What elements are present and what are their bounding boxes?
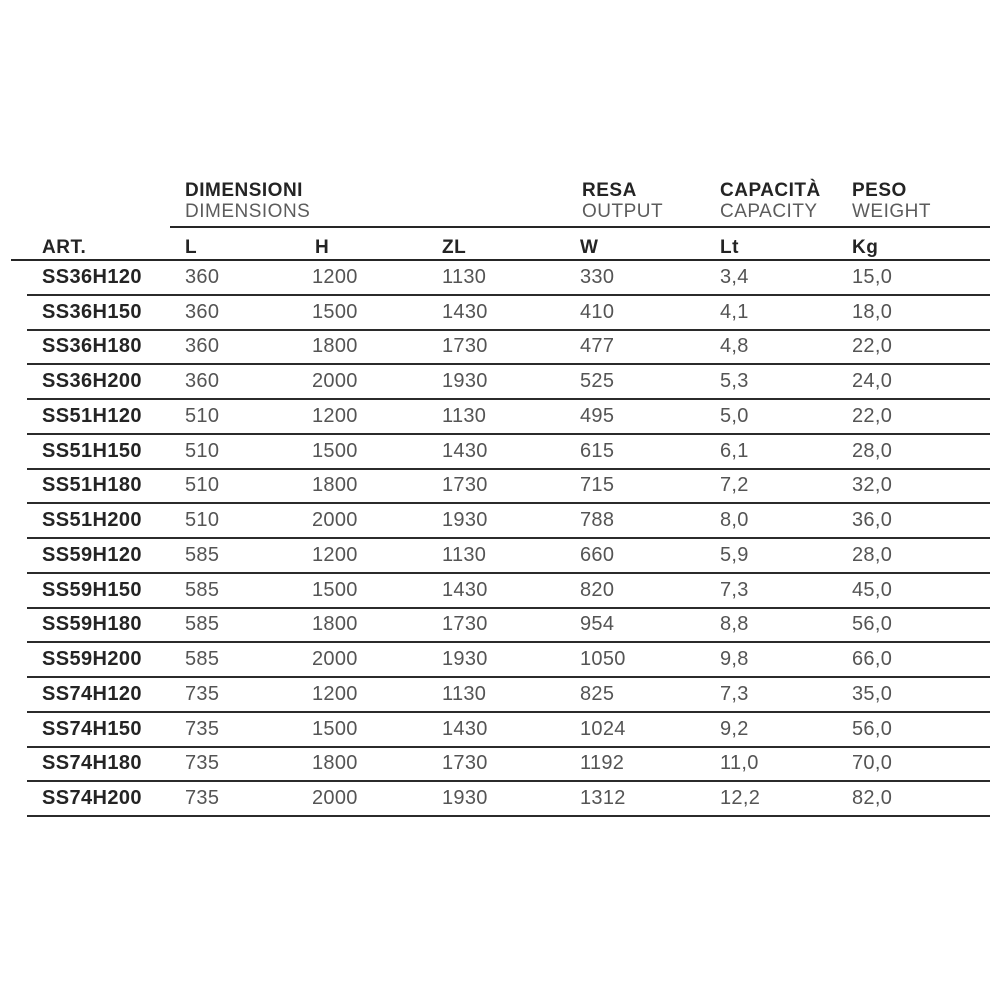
cell-art: SS51H180 (42, 474, 142, 497)
cell-kg: 24,0 (852, 370, 893, 393)
cell-w: 954 (580, 613, 615, 636)
cell-art: SS59H120 (42, 543, 142, 566)
cell-kg: 36,0 (852, 509, 893, 532)
cell-kg: 22,0 (852, 335, 893, 358)
cell-lt: 7,3 (720, 682, 749, 705)
cell-w: 330 (580, 265, 615, 288)
cell-lt: 4,8 (720, 335, 749, 358)
cell-kg: 56,0 (852, 613, 893, 636)
column-header-kg: Kg (852, 237, 879, 258)
table-row (27, 261, 990, 296)
cell-kg: 28,0 (852, 543, 893, 566)
cell-art: SS51H150 (42, 439, 142, 462)
cell-h: 1800 (312, 752, 358, 775)
cell-w: 1192 (580, 752, 625, 775)
group-header-weight (852, 180, 931, 222)
cell-zl: 1430 (442, 300, 488, 323)
cell-l: 585 (185, 613, 220, 636)
table-row (27, 400, 990, 435)
cell-kg: 28,0 (852, 439, 893, 462)
table-row (27, 539, 990, 574)
cell-kg: 15,0 (852, 265, 893, 288)
group-header-primary-label: DIMENSIONI (185, 180, 303, 201)
cell-art: SS36H150 (42, 300, 142, 323)
cell-art: SS59H150 (42, 578, 142, 601)
table-row (27, 678, 990, 713)
cell-w: 525 (580, 370, 615, 393)
cell-h: 2000 (312, 648, 358, 671)
group-header-secondary-label: OUTPUT (582, 201, 664, 222)
cell-art: SS59H200 (42, 648, 142, 671)
cell-w: 1024 (580, 717, 626, 740)
cell-h: 1500 (312, 717, 358, 740)
group-header-output (582, 180, 663, 222)
column-header-w: W (580, 237, 599, 258)
cell-lt: 8,0 (720, 509, 749, 532)
table-body (27, 261, 990, 817)
cell-kg: 22,0 (852, 404, 893, 427)
cell-zl: 1130 (442, 404, 487, 427)
group-header-primary-label: RESA (582, 180, 637, 201)
table-row (27, 504, 990, 539)
cell-w: 820 (580, 578, 615, 601)
cell-w: 495 (580, 404, 615, 427)
cell-h: 1800 (312, 474, 358, 497)
cell-zl: 1130 (442, 682, 487, 705)
cell-zl: 1730 (442, 474, 488, 497)
group-header-dimensions (185, 180, 310, 222)
table-row (27, 435, 990, 470)
cell-zl: 1730 (442, 613, 488, 636)
cell-w: 660 (580, 543, 615, 566)
group-header-secondary-label: DIMENSIONS (185, 201, 311, 222)
cell-h: 2000 (312, 787, 358, 810)
cell-l: 735 (185, 682, 220, 705)
column-header-art: ART. (42, 237, 87, 258)
group-header-primary-label: CAPACITÀ (720, 180, 821, 201)
cell-w: 1312 (580, 787, 626, 810)
cell-zl: 1130 (442, 265, 487, 288)
cell-art: SS36H200 (42, 370, 142, 393)
cell-zl: 1430 (442, 439, 488, 462)
cell-lt: 5,0 (720, 404, 749, 427)
cell-zl: 1930 (442, 509, 488, 532)
cell-lt: 4,1 (720, 300, 749, 323)
cell-kg: 35,0 (852, 682, 893, 705)
cell-h: 2000 (312, 509, 358, 532)
cell-h: 1500 (312, 439, 358, 462)
cell-h: 1500 (312, 300, 358, 323)
cell-art: SS36H120 (42, 265, 142, 288)
cell-lt: 7,2 (720, 474, 749, 497)
cell-w: 477 (580, 335, 615, 358)
cell-kg: 66,0 (852, 648, 893, 671)
cell-l: 735 (185, 717, 220, 740)
cell-lt: 5,3 (720, 370, 749, 393)
cell-lt: 3,4 (720, 265, 749, 288)
cell-h: 1800 (312, 613, 358, 636)
cell-l: 510 (185, 439, 220, 462)
table-row (27, 713, 990, 748)
table-row (27, 782, 990, 817)
cell-art: SS51H200 (42, 509, 142, 532)
cell-zl: 1930 (442, 648, 488, 671)
cell-zl: 1730 (442, 752, 488, 775)
cell-kg: 56,0 (852, 717, 893, 740)
cell-lt: 9,2 (720, 717, 749, 740)
cell-l: 510 (185, 509, 220, 532)
cell-art: SS59H180 (42, 613, 142, 636)
cell-lt: 12,2 (720, 787, 761, 810)
cell-art: SS74H120 (42, 682, 142, 705)
cell-h: 1500 (312, 578, 358, 601)
cell-lt: 8,8 (720, 613, 749, 636)
cell-lt: 7,3 (720, 578, 749, 601)
cell-w: 715 (580, 474, 615, 497)
cell-lt: 9,8 (720, 648, 749, 671)
cell-art: SS74H180 (42, 752, 142, 775)
table-row (27, 296, 990, 331)
cell-h: 1200 (312, 404, 358, 427)
cell-lt: 5,9 (720, 543, 749, 566)
cell-kg: 70,0 (852, 752, 893, 775)
column-header-zl: ZL (442, 237, 467, 258)
cell-h: 1200 (312, 265, 358, 288)
cell-kg: 45,0 (852, 578, 893, 601)
table-row (27, 574, 990, 609)
cell-l: 585 (185, 578, 220, 601)
cell-w: 1050 (580, 648, 626, 671)
group-header-primary-label: PESO (852, 180, 907, 201)
cell-l: 735 (185, 787, 220, 810)
cell-l: 735 (185, 752, 220, 775)
cell-h: 1800 (312, 335, 358, 358)
cell-l: 510 (185, 404, 220, 427)
cell-l: 585 (185, 648, 220, 671)
cell-art: SS74H150 (42, 717, 142, 740)
group-header-rule (170, 226, 990, 228)
cell-art: SS74H200 (42, 787, 142, 810)
cell-zl: 1930 (442, 370, 488, 393)
table-row (27, 748, 990, 783)
cell-zl: 1130 (442, 543, 487, 566)
cell-kg: 18,0 (852, 300, 893, 323)
table-row (27, 331, 990, 366)
cell-h: 1200 (312, 543, 358, 566)
cell-art: SS36H180 (42, 335, 142, 358)
cell-w: 410 (580, 300, 615, 323)
cell-lt: 11,0 (720, 752, 759, 775)
group-header-capacity (720, 180, 821, 222)
cell-h: 1200 (312, 682, 358, 705)
cell-w: 825 (580, 682, 615, 705)
table-row (27, 470, 990, 505)
cell-lt: 6,1 (720, 439, 749, 462)
cell-l: 360 (185, 265, 220, 288)
cell-kg: 32,0 (852, 474, 893, 497)
column-header-l: L (185, 237, 198, 258)
table-row (27, 365, 990, 400)
column-header-lt: Lt (720, 237, 739, 258)
column-header-h: H (315, 237, 330, 258)
cell-l: 510 (185, 474, 220, 497)
cell-zl: 1430 (442, 717, 488, 740)
cell-zl: 1930 (442, 787, 488, 810)
cell-l: 360 (185, 300, 220, 323)
cell-zl: 1430 (442, 578, 488, 601)
cell-art: SS51H120 (42, 404, 142, 427)
cell-w: 615 (580, 439, 615, 462)
cell-l: 585 (185, 543, 220, 566)
cell-h: 2000 (312, 370, 358, 393)
cell-kg: 82,0 (852, 787, 893, 810)
group-header-secondary-label: CAPACITY (720, 201, 818, 222)
group-header-secondary-label: WEIGHT (852, 201, 931, 222)
table-row (27, 609, 990, 644)
cell-zl: 1730 (442, 335, 488, 358)
cell-l: 360 (185, 370, 220, 393)
cell-w: 788 (580, 509, 615, 532)
cell-l: 360 (185, 335, 220, 358)
table-row (27, 643, 990, 678)
